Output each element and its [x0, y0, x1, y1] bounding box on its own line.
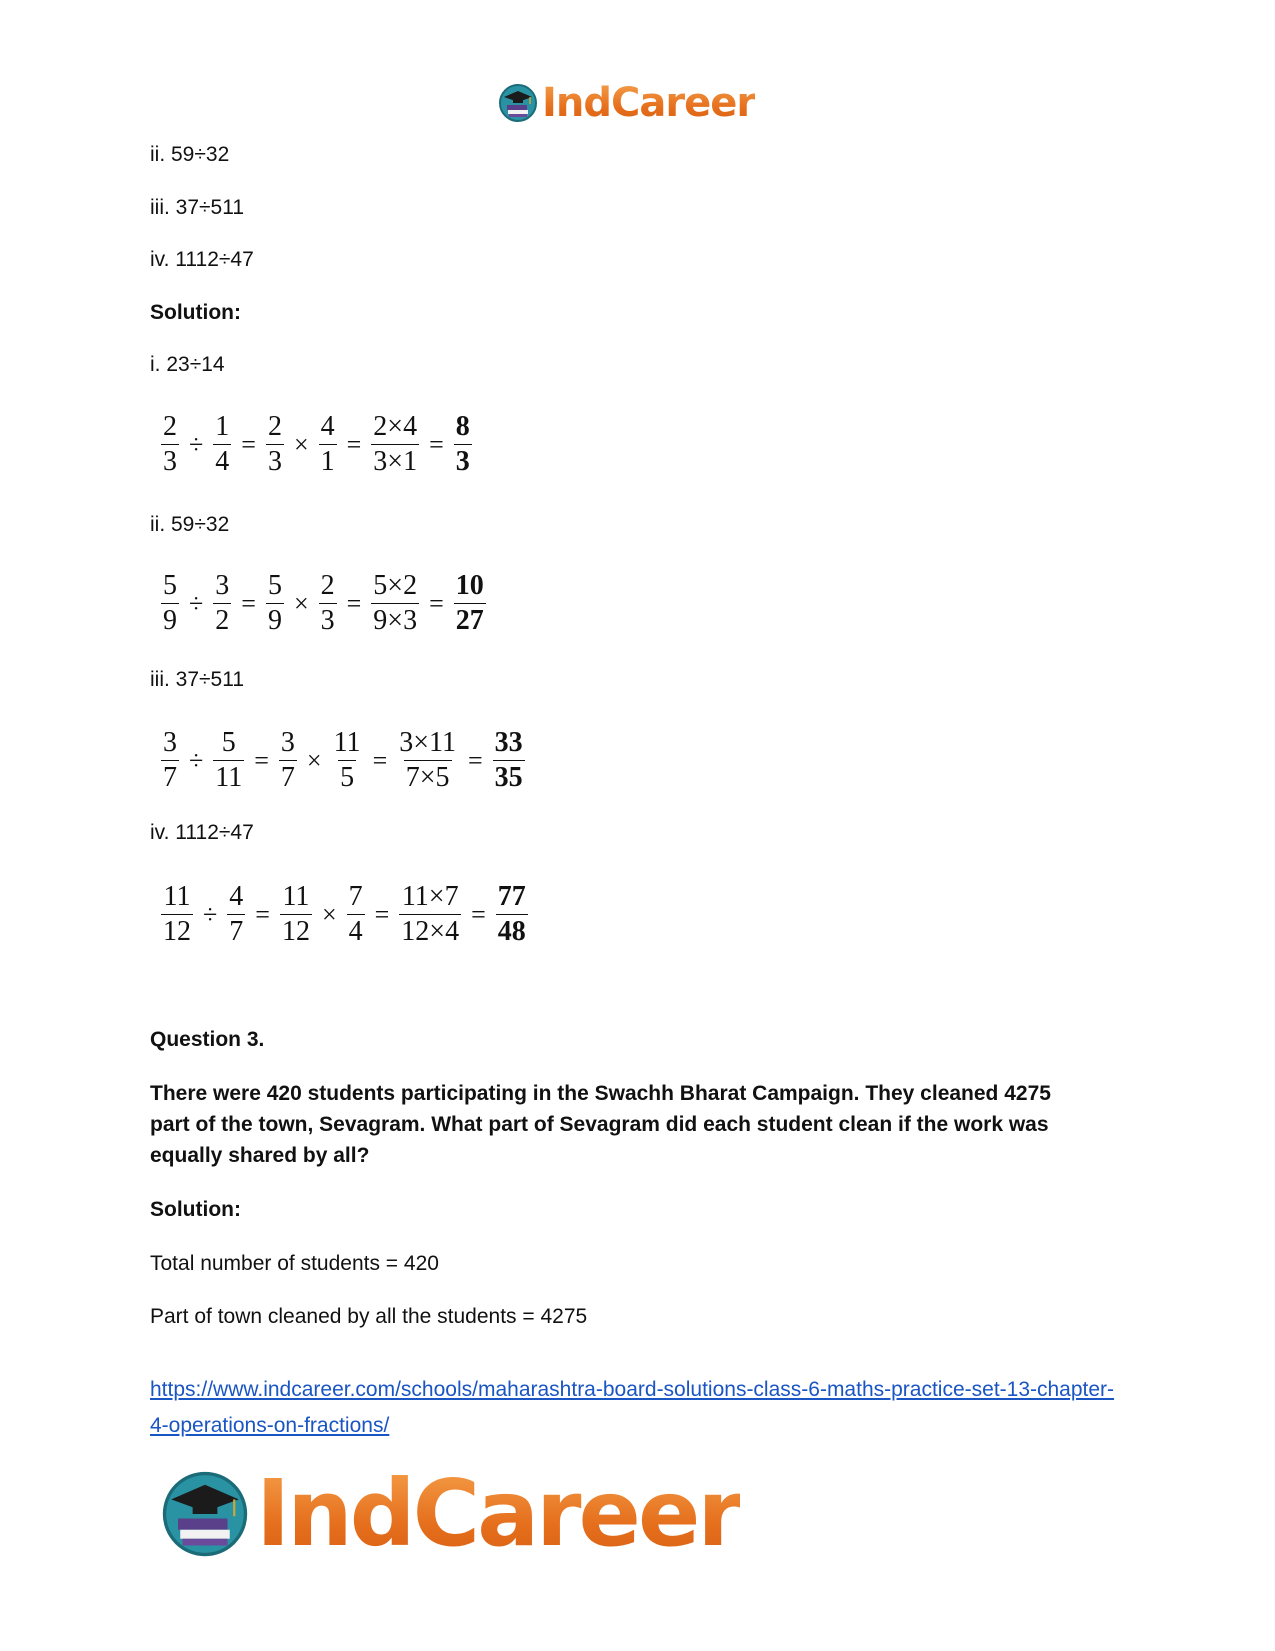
equation-part-i: [157, 412, 476, 477]
fraction: $\frac{11}{12}$: [281, 881, 310, 947]
times-sign: ×: [293, 429, 309, 459]
times-sign: ×: [306, 745, 322, 775]
question-3-title: Question 3.: [150, 1028, 265, 1051]
fraction: $\frac{2}{3}$: [320, 570, 335, 636]
times-sign: ×: [321, 899, 337, 929]
fraction: $\frac{7}{4}$: [348, 881, 363, 947]
fraction: $\frac{2\times 4}{3\times 1}$: [373, 411, 418, 477]
equation-part-iv: [157, 882, 532, 947]
equation-part-ii: [157, 571, 490, 636]
answer-fraction: $\frac{8}{3}$: [455, 411, 470, 477]
equation-part-iii: [157, 728, 529, 793]
fraction: $\frac{2}{3}$: [163, 411, 177, 477]
answer-fraction: $\frac{77}{48}$: [497, 881, 526, 947]
question-item: iii. 37÷511: [150, 196, 245, 219]
divide-sign: ÷: [189, 745, 204, 775]
fraction: $\frac{11\times 7}{12\times 4}$: [401, 881, 460, 947]
part-label: i. 23÷14: [150, 353, 225, 376]
fraction: $\frac{5\times 2}{9\times 3}$: [373, 570, 418, 636]
source-link[interactable]: https://www.indcareer.com/schools/maharashtra-board-solutions-class-6-maths-practice-set-13-chapter-4-operations-on-fractions/: [150, 1378, 1115, 1437]
solution-line: Part of town cleaned by all the students = 4275: [150, 1305, 588, 1328]
divide-sign: ÷: [189, 429, 204, 459]
logo-wordmark: IndCareer: [256, 1460, 740, 1567]
equals-sign: =: [429, 588, 444, 618]
fraction: $\frac{3}{7}$: [280, 727, 295, 793]
equals-sign: =: [429, 429, 444, 459]
graduation-book-icon: [160, 1469, 250, 1559]
equals-sign: =: [468, 745, 483, 775]
indcareer-logo-top: [498, 80, 755, 126]
fraction: $\frac{4}{1}$: [320, 411, 335, 477]
fraction: $\frac{11}{12}$: [163, 881, 191, 947]
fraction: $\frac{5}{9}$: [267, 570, 282, 636]
fraction: $\frac{3}{7}$: [163, 727, 177, 793]
fraction: $\frac{1}{4}$: [215, 411, 230, 477]
equals-sign: =: [372, 745, 388, 775]
logo-wordmark: IndCareer: [542, 80, 756, 126]
answer-fraction: $\frac{10}{27}$: [455, 570, 484, 636]
divide-sign: ÷: [203, 899, 218, 929]
times-sign: ×: [293, 588, 309, 618]
fraction: $\frac{5}{11}$: [215, 727, 243, 793]
part-label: ii. 59÷32: [150, 513, 230, 536]
question-item: iv. 1112÷47: [150, 248, 254, 271]
fraction: $\frac{2}{3}$: [267, 411, 282, 477]
fraction: $\frac{3\times 11}{7\times 5}$: [399, 727, 456, 793]
equals-sign: =: [254, 745, 269, 775]
equals-sign: =: [241, 429, 256, 459]
equals-sign: =: [374, 899, 390, 929]
question-3-text: There were 420 students participating in the Swachh Bharat Campaign. They cleaned 4275 part of the town, Sevagram. What part of Sevagram did each student clean if the work was equally shared by all?: [150, 1082, 1051, 1167]
fraction: $\frac{5}{9}$: [163, 570, 177, 636]
solution-heading: Solution:: [150, 1198, 241, 1221]
equals-sign: =: [255, 899, 270, 929]
graduation-book-icon: [498, 83, 538, 123]
equals-sign: =: [471, 899, 486, 929]
solution-line: Total number of students = 420: [150, 1252, 439, 1275]
equals-sign: =: [346, 588, 362, 618]
fraction: $\frac{11}{5}$: [333, 727, 361, 793]
indcareer-logo-bottom: [160, 1460, 740, 1567]
equals-sign: =: [346, 429, 362, 459]
answer-fraction: $\frac{33}{35}$: [494, 727, 523, 793]
question-item: ii. 59÷32: [150, 143, 230, 166]
equals-sign: =: [241, 588, 256, 618]
part-label: iii. 37÷511: [150, 668, 245, 691]
part-label: iv. 1112÷47: [150, 821, 254, 844]
fraction: $\frac{4}{7}$: [229, 881, 244, 947]
divide-sign: ÷: [189, 588, 204, 618]
solution-heading: Solution:: [150, 301, 241, 324]
fraction: $\frac{3}{2}$: [215, 570, 230, 636]
